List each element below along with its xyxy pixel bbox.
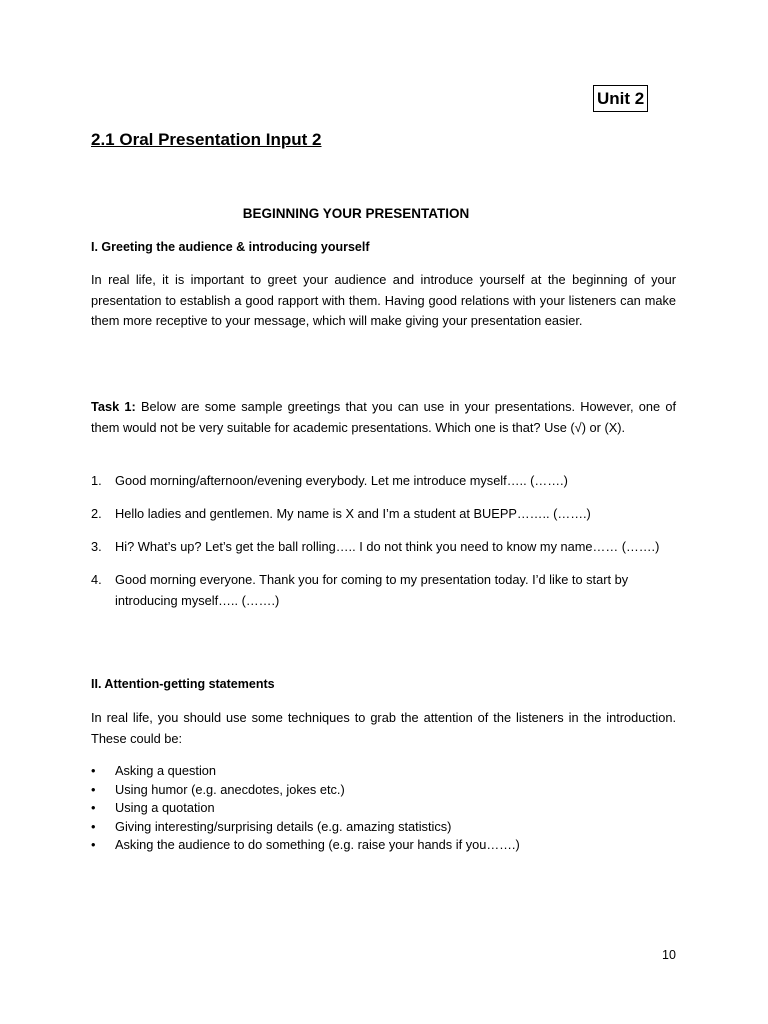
bullet-text: Using a quotation [115,800,215,815]
task1-instructions [91,397,676,438]
task1-item-1 [91,471,676,492]
item-number: 4. [91,572,102,587]
list-item [91,762,676,781]
bullet-text: Using humor (e.g. anecdotes, jokes etc.) [115,781,345,797]
part2-paragraph: In real life, you should use some techniques to grab the attention of the listeners in the introduction. These could be: [91,710,676,746]
bullet-text: Asking a question [115,763,217,778]
task1-label: Task 1: [91,399,136,414]
list-item [91,836,676,855]
task1-list [91,471,676,611]
item-number: 3. [91,539,102,554]
item-text: Hi? What’s up? Let’s get the ball rolling….. I do not think you need to know my name…… (…….) [115,539,660,554]
task1-item-3 [91,537,676,558]
technique-list [91,762,676,855]
bullet-text: Giving interesting/surprising details (e.g. amazing statistics) [115,818,452,834]
unit-label: Unit 2 [593,85,648,112]
bullet-text: Asking the audience to do something (e.g. raise your hands if you…….) [115,837,520,852]
bullet-icon: • [91,837,96,852]
bullet-icon: • [91,800,96,815]
list-item [91,781,676,800]
part1-paragraph: In real life, it is important to greet your audience and introduce yourself at the beginning of your presentation to establish a good rapport with them. Having good relations with your listeners can make them more receptive to your message, which will make giving your presentation easier. [91,272,676,328]
item-text: Good morning everyone. Thank you for coming to my presentation today. I’d like to start by introducing myself….. (…….) [115,572,629,608]
item-text: Good morning/afternoon/evening everybody. Let me introduce myself….. (…….) [115,473,568,488]
page-number: 10 [662,948,676,962]
main-heading: BEGINNING YOUR PRESENTATION [242,206,470,221]
section-title: 2.1 Oral Presentation Input 2 [91,130,322,149]
list-item [91,799,676,818]
item-number: 2. [91,506,102,521]
task1-item-4 [91,570,676,611]
part1-heading: I. Greeting the audience & introducing yourself [91,240,370,254]
item-text: Hello ladies and gentlemen. My name is X and I’m a student at BUEPP…….. (…….) [115,506,591,521]
list-item [91,818,676,837]
bullet-icon: • [91,818,96,834]
task1-text: Below are some sample greetings that you can use in your presentations. However, one of them would not be very suitable for academic presentations. Which one is that? Use (√) or (X). [91,399,677,435]
bullet-icon: • [91,763,96,778]
task1-item-2 [91,504,676,525]
item-number: 1. [91,473,102,488]
part2-heading: II. Attention-getting statements [91,677,275,691]
bullet-icon: • [91,781,96,797]
